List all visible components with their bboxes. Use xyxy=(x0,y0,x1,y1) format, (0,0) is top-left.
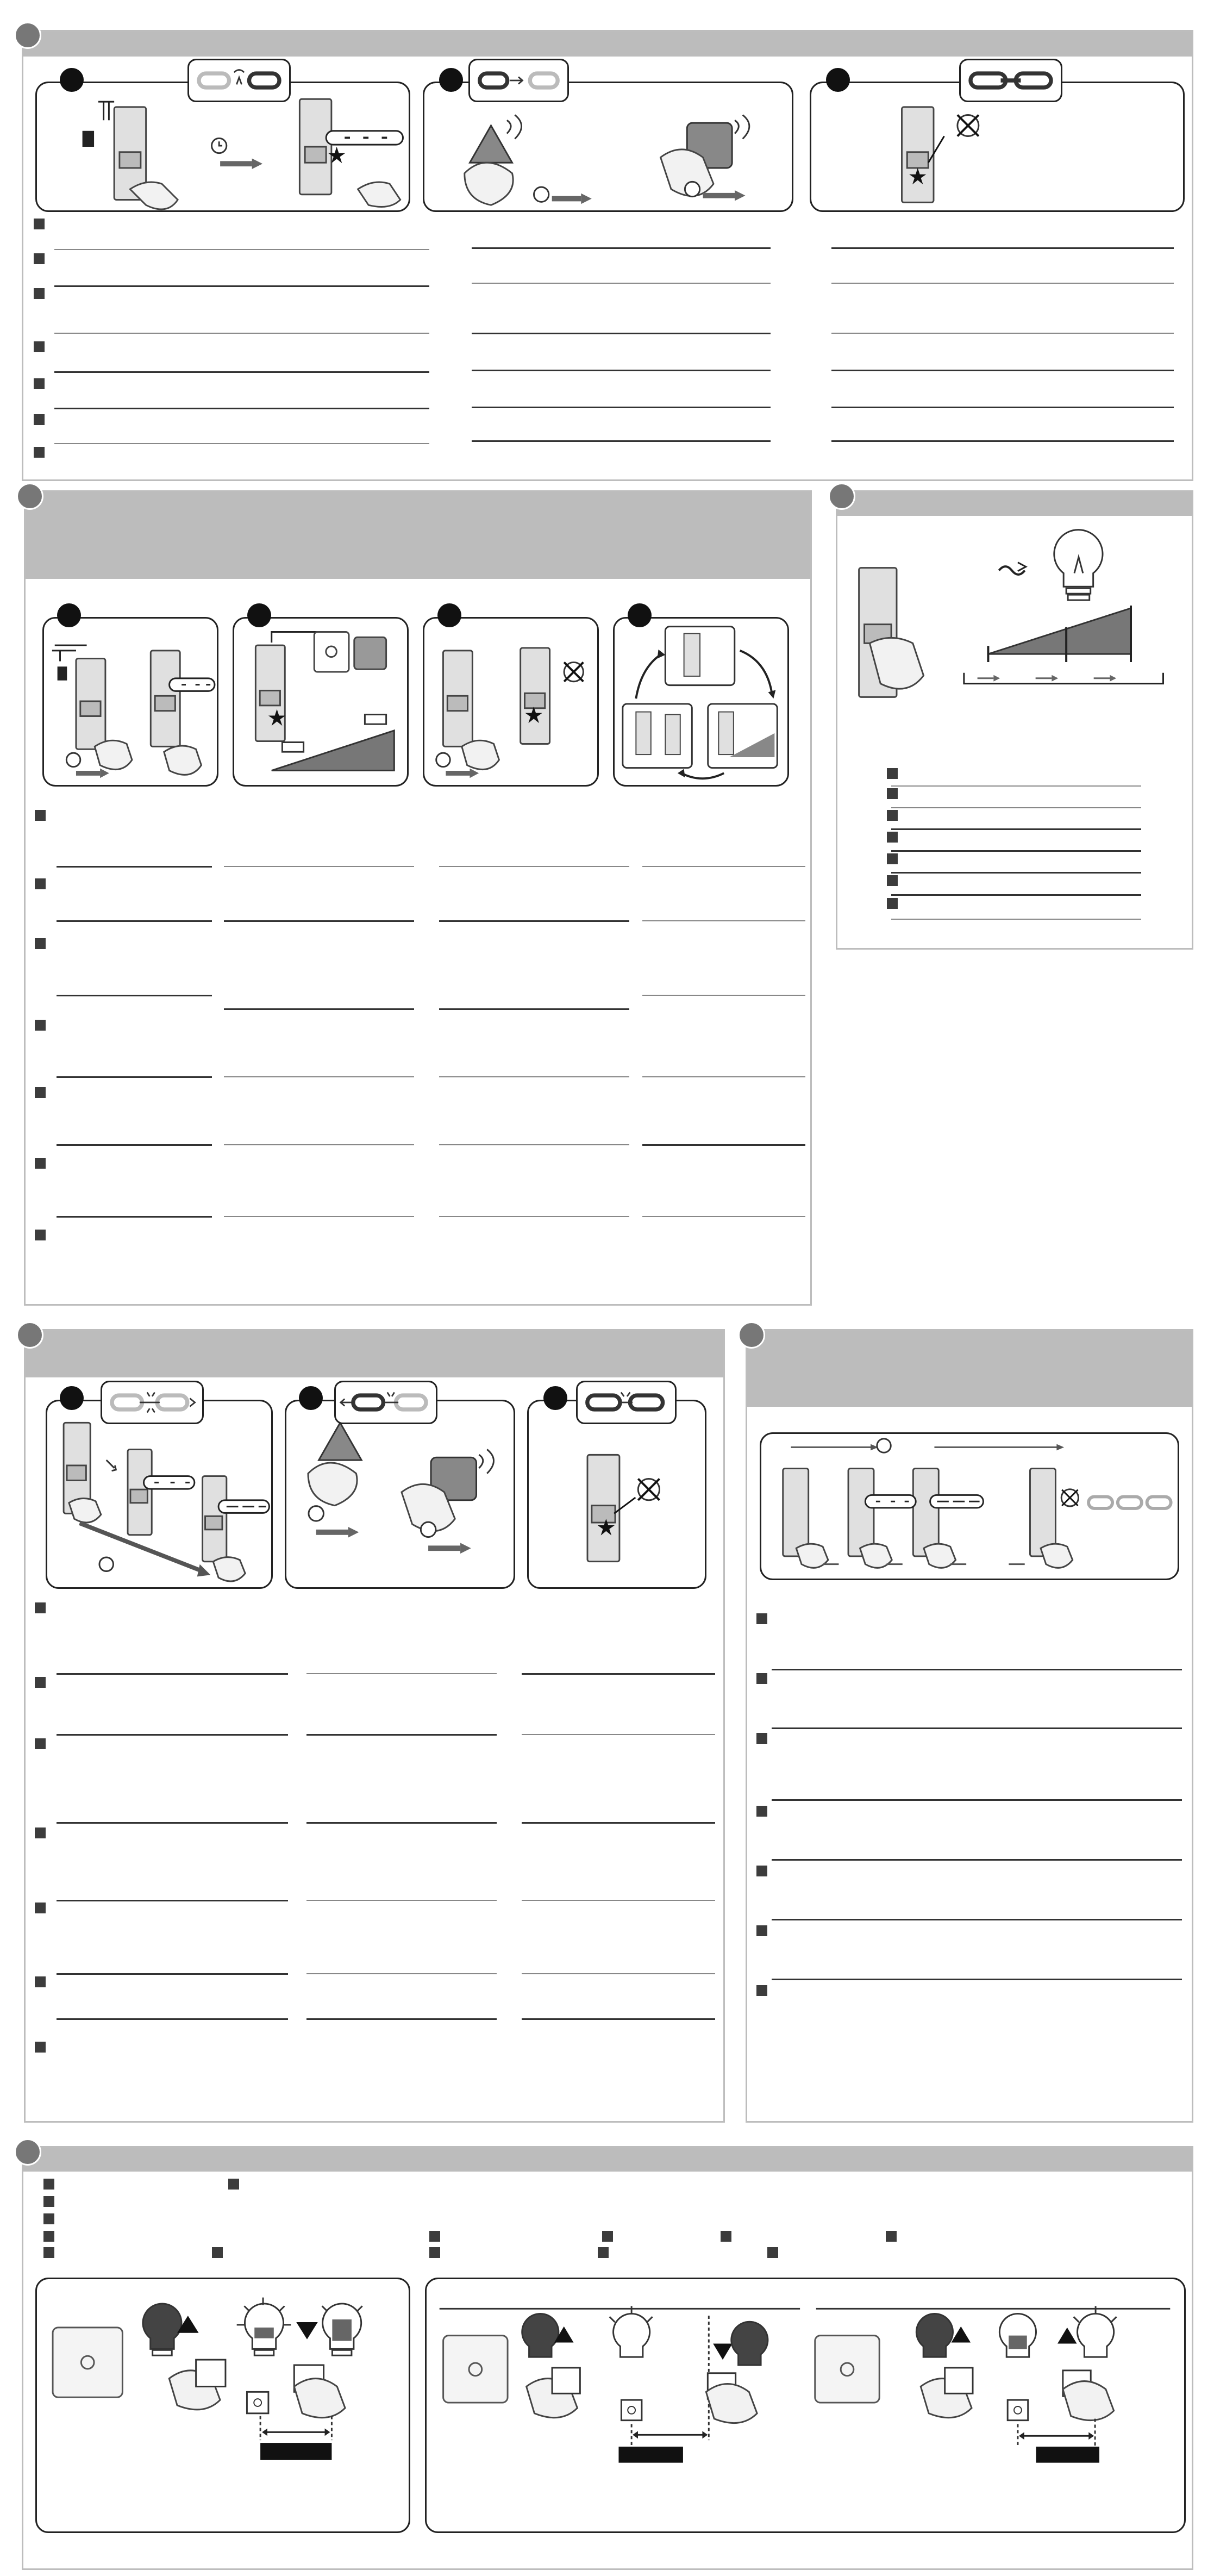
rule-line xyxy=(224,1216,414,1217)
cycle-scene xyxy=(615,619,787,785)
rule-line xyxy=(224,1008,414,1010)
step-1-scene xyxy=(37,83,409,210)
pressing-hand-icon xyxy=(130,182,178,209)
rule-line xyxy=(439,1216,629,1217)
rule-line xyxy=(439,920,629,922)
section-4-step-3-box xyxy=(527,1400,706,1589)
rule-line xyxy=(439,1144,629,1145)
bullet-marker xyxy=(43,2247,54,2258)
bullet-marker xyxy=(228,2179,239,2190)
step-3-scene xyxy=(811,83,1183,210)
rule-line xyxy=(224,1144,414,1145)
bullet-marker xyxy=(756,1673,767,1684)
rule-line xyxy=(54,408,429,409)
rule-line xyxy=(224,920,414,922)
step-1-number xyxy=(57,603,81,627)
rule-line xyxy=(891,850,1141,852)
bullet-marker xyxy=(35,810,46,821)
rule-line xyxy=(439,1076,629,1077)
rule-line xyxy=(57,1076,212,1078)
rule-line xyxy=(642,1076,805,1077)
section-4-step-1-box xyxy=(46,1400,273,1589)
rule-line xyxy=(439,866,629,867)
rule-line xyxy=(57,1900,288,1901)
link-chain-icon xyxy=(189,60,289,101)
bullet-marker xyxy=(34,447,45,458)
bullet-marker xyxy=(756,1613,767,1624)
section-header-band xyxy=(26,1331,723,1377)
step-3-link-tab xyxy=(959,59,1062,102)
bullet-marker xyxy=(35,1738,46,1749)
rule-line xyxy=(831,247,1174,249)
bullet-marker xyxy=(43,2213,54,2224)
rule-line xyxy=(57,1144,212,1146)
bullet-marker xyxy=(598,2247,609,2258)
section-2-number-badge xyxy=(16,483,43,510)
step-3-unlink-tab xyxy=(576,1381,677,1424)
wireless-switch-icon xyxy=(53,2328,122,2397)
section-2-dimming-panel xyxy=(24,490,812,1306)
bullet-marker xyxy=(35,1602,46,1613)
bullet-marker xyxy=(35,1827,46,1838)
rule-line xyxy=(57,1673,288,1675)
section-1-number-badge xyxy=(14,22,41,49)
bullet-marker xyxy=(35,1677,46,1688)
step-2-scene xyxy=(424,83,792,210)
bullet-marker xyxy=(602,2231,613,2242)
bullet-marker xyxy=(721,2231,731,2242)
rule-line xyxy=(891,785,1141,787)
section-2-step-1-box xyxy=(42,617,218,787)
rule-line xyxy=(642,1216,805,1217)
arrow-icon xyxy=(252,158,263,169)
light-bulb-icon xyxy=(1054,530,1103,600)
bullet-marker xyxy=(35,1087,46,1098)
rule-line xyxy=(439,1008,629,1010)
bullet-marker xyxy=(756,1733,767,1744)
section-5-number-badge xyxy=(738,1321,765,1349)
bullet-marker xyxy=(43,2196,54,2207)
rule-line xyxy=(472,283,771,284)
rule-line xyxy=(57,866,212,868)
rule-line xyxy=(54,285,429,287)
rule-line xyxy=(522,1900,715,1901)
step-1-unlink-tab xyxy=(101,1381,204,1424)
rule-line xyxy=(831,440,1174,442)
bullet-marker xyxy=(429,2231,440,2242)
bullet-marker xyxy=(34,414,45,425)
rule-line xyxy=(522,2018,715,2020)
bullet-marker xyxy=(35,1020,46,1031)
bullet-marker xyxy=(43,2231,54,2242)
bullet-marker xyxy=(34,378,45,389)
light-bulb-icon xyxy=(143,2304,182,2355)
light-bulb-icon xyxy=(237,2298,291,2356)
rule-line xyxy=(57,1973,288,1975)
rule-line xyxy=(891,807,1141,808)
step-1-link-tab xyxy=(187,59,291,102)
rule-line xyxy=(472,407,771,408)
section-header-band xyxy=(747,1331,1192,1407)
link-chain-icon xyxy=(102,1382,202,1423)
rule-line xyxy=(306,1734,497,1736)
bullet-marker xyxy=(887,810,898,821)
rule-line xyxy=(57,2018,288,2020)
bullet-marker xyxy=(34,253,45,264)
rule-line xyxy=(306,2018,497,2020)
step-2-unlink-tab xyxy=(334,1381,437,1424)
operation-modes-2-3-scene xyxy=(427,2279,1184,2531)
bullet-marker xyxy=(212,2247,223,2258)
rule-line xyxy=(306,1900,497,1901)
section-6-number-badge xyxy=(14,2138,41,2166)
rule-line xyxy=(54,249,429,250)
operation-modes-2-3-box xyxy=(425,2278,1186,2533)
timer-icon xyxy=(685,182,699,196)
section-header-band xyxy=(23,32,1192,57)
rule-line xyxy=(772,1799,1182,1801)
rule-line xyxy=(642,1144,805,1146)
timer-icon xyxy=(877,1439,891,1452)
bullet-marker xyxy=(767,2247,778,2258)
operation-mode-1-box xyxy=(35,2278,410,2533)
step-2-link-tab xyxy=(468,59,569,102)
rule-line xyxy=(54,371,429,373)
bullet-marker xyxy=(35,1230,46,1240)
light-bulb-icon xyxy=(322,2304,362,2355)
section-2-step-3-box xyxy=(423,617,599,787)
timer-icon xyxy=(534,187,549,202)
broken-link-icon xyxy=(578,1382,675,1423)
rule-line xyxy=(472,333,771,334)
rule-line xyxy=(54,333,429,334)
rule-line xyxy=(642,995,805,996)
rule-line xyxy=(522,1973,715,1974)
step-3-number xyxy=(543,1386,567,1410)
section-4-number-badge xyxy=(16,1321,43,1349)
din-rail-module-icon xyxy=(902,107,934,203)
step-3-number xyxy=(437,603,461,627)
rule-line xyxy=(57,1734,288,1736)
step-scene xyxy=(44,619,217,785)
bullet-marker xyxy=(35,1903,46,1913)
operation-mode-1-scene xyxy=(37,2279,409,2531)
step-1-number xyxy=(60,68,84,92)
rule-line xyxy=(642,920,805,921)
step-scene xyxy=(529,1401,705,1587)
bullet-marker xyxy=(887,768,898,779)
rule-line xyxy=(472,440,771,442)
step-2-number xyxy=(247,603,271,627)
section-2-step-4-box xyxy=(613,617,789,787)
bullet-marker xyxy=(756,1866,767,1876)
link-chain-icon xyxy=(336,1382,436,1423)
step-3-number xyxy=(826,68,850,92)
rule-line xyxy=(772,1859,1182,1861)
rule-line xyxy=(522,1822,715,1824)
bullet-marker xyxy=(35,878,46,889)
rule-line xyxy=(57,1216,212,1218)
rule-line xyxy=(522,1734,715,1735)
step-scene xyxy=(424,619,597,785)
rule-line xyxy=(772,1919,1182,1920)
bullet-marker xyxy=(34,288,45,299)
bullet-marker xyxy=(887,832,898,843)
rule-line xyxy=(306,1673,497,1674)
bullet-marker xyxy=(34,341,45,352)
section-4-step-2-box xyxy=(285,1400,515,1589)
remote-control-icon xyxy=(470,126,512,163)
bullet-marker xyxy=(886,2231,897,2242)
step-4-number xyxy=(628,603,652,627)
rule-line xyxy=(772,1669,1182,1670)
rule-line xyxy=(831,370,1174,371)
section-header-band xyxy=(26,492,810,579)
pressing-hand-icon xyxy=(465,163,513,205)
step-1-number xyxy=(60,1386,84,1410)
rule-line xyxy=(891,872,1141,874)
link-chain-icon xyxy=(961,60,1061,101)
rule-line xyxy=(306,1822,497,1824)
rule-line xyxy=(224,866,414,867)
bullet-marker xyxy=(887,898,898,909)
bullet-marker xyxy=(756,1985,767,1996)
din-rail-module-icon xyxy=(299,99,331,195)
bullet-marker xyxy=(756,1925,767,1936)
rule-line xyxy=(306,1973,497,1974)
rule-line xyxy=(224,1076,414,1077)
rule-line xyxy=(57,1822,288,1824)
rule-line xyxy=(57,995,212,996)
bullet-marker xyxy=(429,2247,440,2258)
step-2-number xyxy=(299,1386,323,1410)
bullet-marker xyxy=(34,219,45,229)
reset-sequence-scene xyxy=(761,1434,1178,1579)
rule-line xyxy=(891,919,1141,920)
rule-line xyxy=(472,247,771,249)
bullet-marker xyxy=(887,788,898,799)
rule-line xyxy=(891,828,1141,830)
bullet-marker xyxy=(35,2042,46,2053)
rule-line xyxy=(522,1673,715,1675)
bullet-marker xyxy=(887,853,898,864)
broken-link-icon xyxy=(1088,1496,1171,1508)
section-5-reset-illustration xyxy=(760,1432,1179,1580)
rule-line xyxy=(831,333,1174,334)
rule-line xyxy=(57,920,212,922)
section-2-step-2-box xyxy=(233,617,409,787)
bullet-marker xyxy=(35,1158,46,1169)
rule-line xyxy=(891,894,1141,896)
step-scene xyxy=(286,1401,514,1587)
rule-line xyxy=(472,370,771,371)
bullet-marker xyxy=(35,938,46,949)
rule-line xyxy=(831,407,1174,408)
section-header-band xyxy=(23,2148,1192,2172)
bullet-marker xyxy=(43,2179,54,2190)
rule-line xyxy=(54,443,429,444)
link-chain-icon xyxy=(470,60,567,101)
rule-line xyxy=(831,283,1174,284)
step-2-number xyxy=(439,68,463,92)
bullet-marker xyxy=(35,1976,46,1987)
rule-line xyxy=(642,866,805,867)
bullet-marker xyxy=(756,1806,767,1817)
bullet-marker xyxy=(887,875,898,886)
rule-line xyxy=(772,1979,1182,1980)
rule-line xyxy=(772,1727,1182,1729)
step-scene xyxy=(234,619,407,785)
step-scene xyxy=(47,1401,271,1587)
wireless-signal-icon xyxy=(234,70,245,85)
section-3-number-badge xyxy=(828,483,855,510)
